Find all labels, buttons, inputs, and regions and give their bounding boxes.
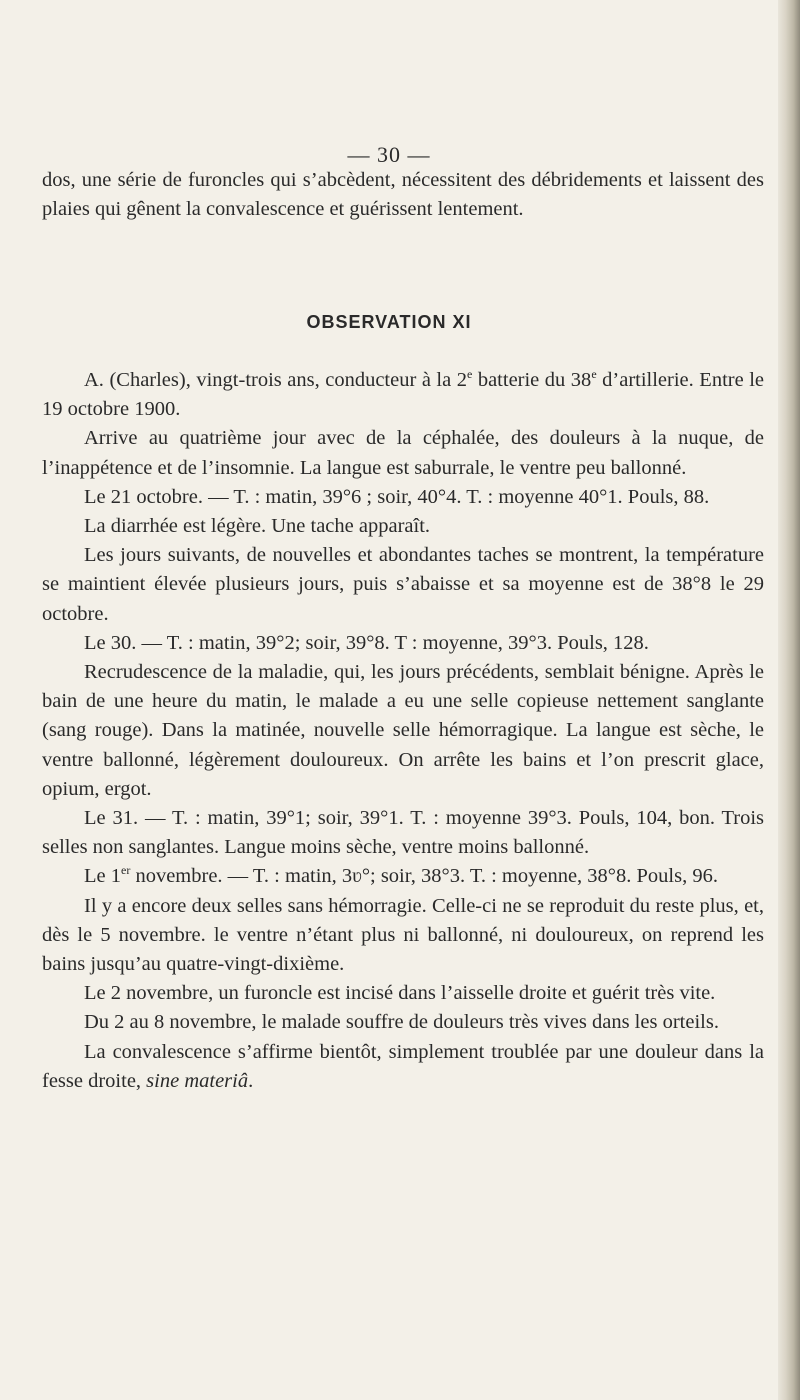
- page-number: — 30 —: [347, 142, 431, 167]
- patient-intro-paragraph: [42, 366, 764, 424]
- ordinal-superscript: er: [121, 863, 131, 878]
- patient-intro-text-3: d’artillerie. Entre le 19 octobre 1900.: [42, 369, 764, 421]
- observation-title: OBSERVATION XI: [306, 312, 472, 332]
- convalescence-text-2: .: [248, 1069, 254, 1092]
- diarrhea-paragraph: La diarrhée est légère. Une tache apparaît.: [84, 515, 431, 538]
- patient-intro-text-1: A. (Charles), vingt-trois ans, conducteur à la 2: [84, 369, 467, 391]
- november-1-text-2: novembre. — T. : matin, 3ʋ°; soir, 38°3. T. : moyenne, 38°8. Pouls, 96.: [130, 865, 718, 888]
- october-21-paragraph: Le 21 octobre. — T. : matin, 39°6 ; soir, 40°4. T. : moyenne 40°1. Pouls, 88.: [84, 485, 710, 508]
- observation-body: [42, 366, 764, 1096]
- october-30-paragraph: Le 30. — T. : matin, 39°2; soir, 39°8. T : moyenne, 39°3. Pouls, 128.: [84, 631, 649, 654]
- convalescence-text-1: La convalescence s’affirme bientôt, simplement troublée par une douleur dans la fesse droite,: [42, 1040, 764, 1092]
- latin-phrase: sine materiâ: [146, 1069, 249, 1092]
- recrudescence-paragraph: Recrudescence de la maladie, qui, les jours précédents, semblait bénigne. Après le bain de une heure du matin, le malade a eu une selle copieuse nettement sanglante (sang rouge). Dans la matinée, nouvelle selle hémorragique. La langue est sèche, le ventre ballonné, légèrement douloureux. On arrête les bains et l’on prescrit glace, opium, ergot.: [42, 661, 764, 800]
- following-days-paragraph: Les jours suivants, de nouvelles et abondantes taches se montrent, la température se maintient élevée plusieurs jours, puis s’abaisse et sa moyenne est de 38°8 le 29 octobre.: [42, 544, 764, 625]
- intro-paragraph: dos, une série de furoncles qui s’abcèdent, nécessitent des débridements et laissent des plaies qui gênent la convalescence et guérissent lentement.: [42, 169, 764, 221]
- toe-pain-paragraph: Du 2 au 8 novembre, le malade souffre de douleurs très vives dans les orteils.: [84, 1011, 719, 1034]
- page-edge-shadow: [778, 0, 800, 1400]
- november-1-paragraph: [42, 862, 764, 891]
- patient-intro-text-2: batterie du 38: [472, 369, 592, 391]
- october-31-paragraph: Le 31. — T. : matin, 39°1; soir, 39°1. T. : moyenne 39°3. Pouls, 104, bon. Trois selles non sanglantes. Langue moins sèche, ventre moins ballonné.: [42, 807, 764, 859]
- symptoms-paragraph: Arrive au quatrième jour avec de la céphalée, des douleurs à la nuque, de l’inappétence et de l’insomnie. La langue est saburrale, le ventre peu ballonné.: [42, 427, 764, 479]
- ordinal-superscript: e: [466, 367, 473, 382]
- ordinal-superscript: e: [591, 367, 597, 382]
- intro-paragraph-block: [42, 166, 764, 224]
- convalescence-paragraph: [42, 1038, 764, 1096]
- november-2-paragraph: Le 2 novembre, un furoncle est incisé dans l’aisselle droite et guérit très vite.: [84, 982, 716, 1005]
- november-1-text-1: Le 1: [84, 865, 121, 888]
- no-hemorrhage-paragraph: Il y a encore deux selles sans hémorragie. Celle-ci ne se reproduit du reste plus, et, dès le 5 novembre. le ventre n’étant plus ni ballonné, ni douloureux, on reprend les bains jusqu’au quatre-vingt-dixième.: [42, 894, 764, 976]
